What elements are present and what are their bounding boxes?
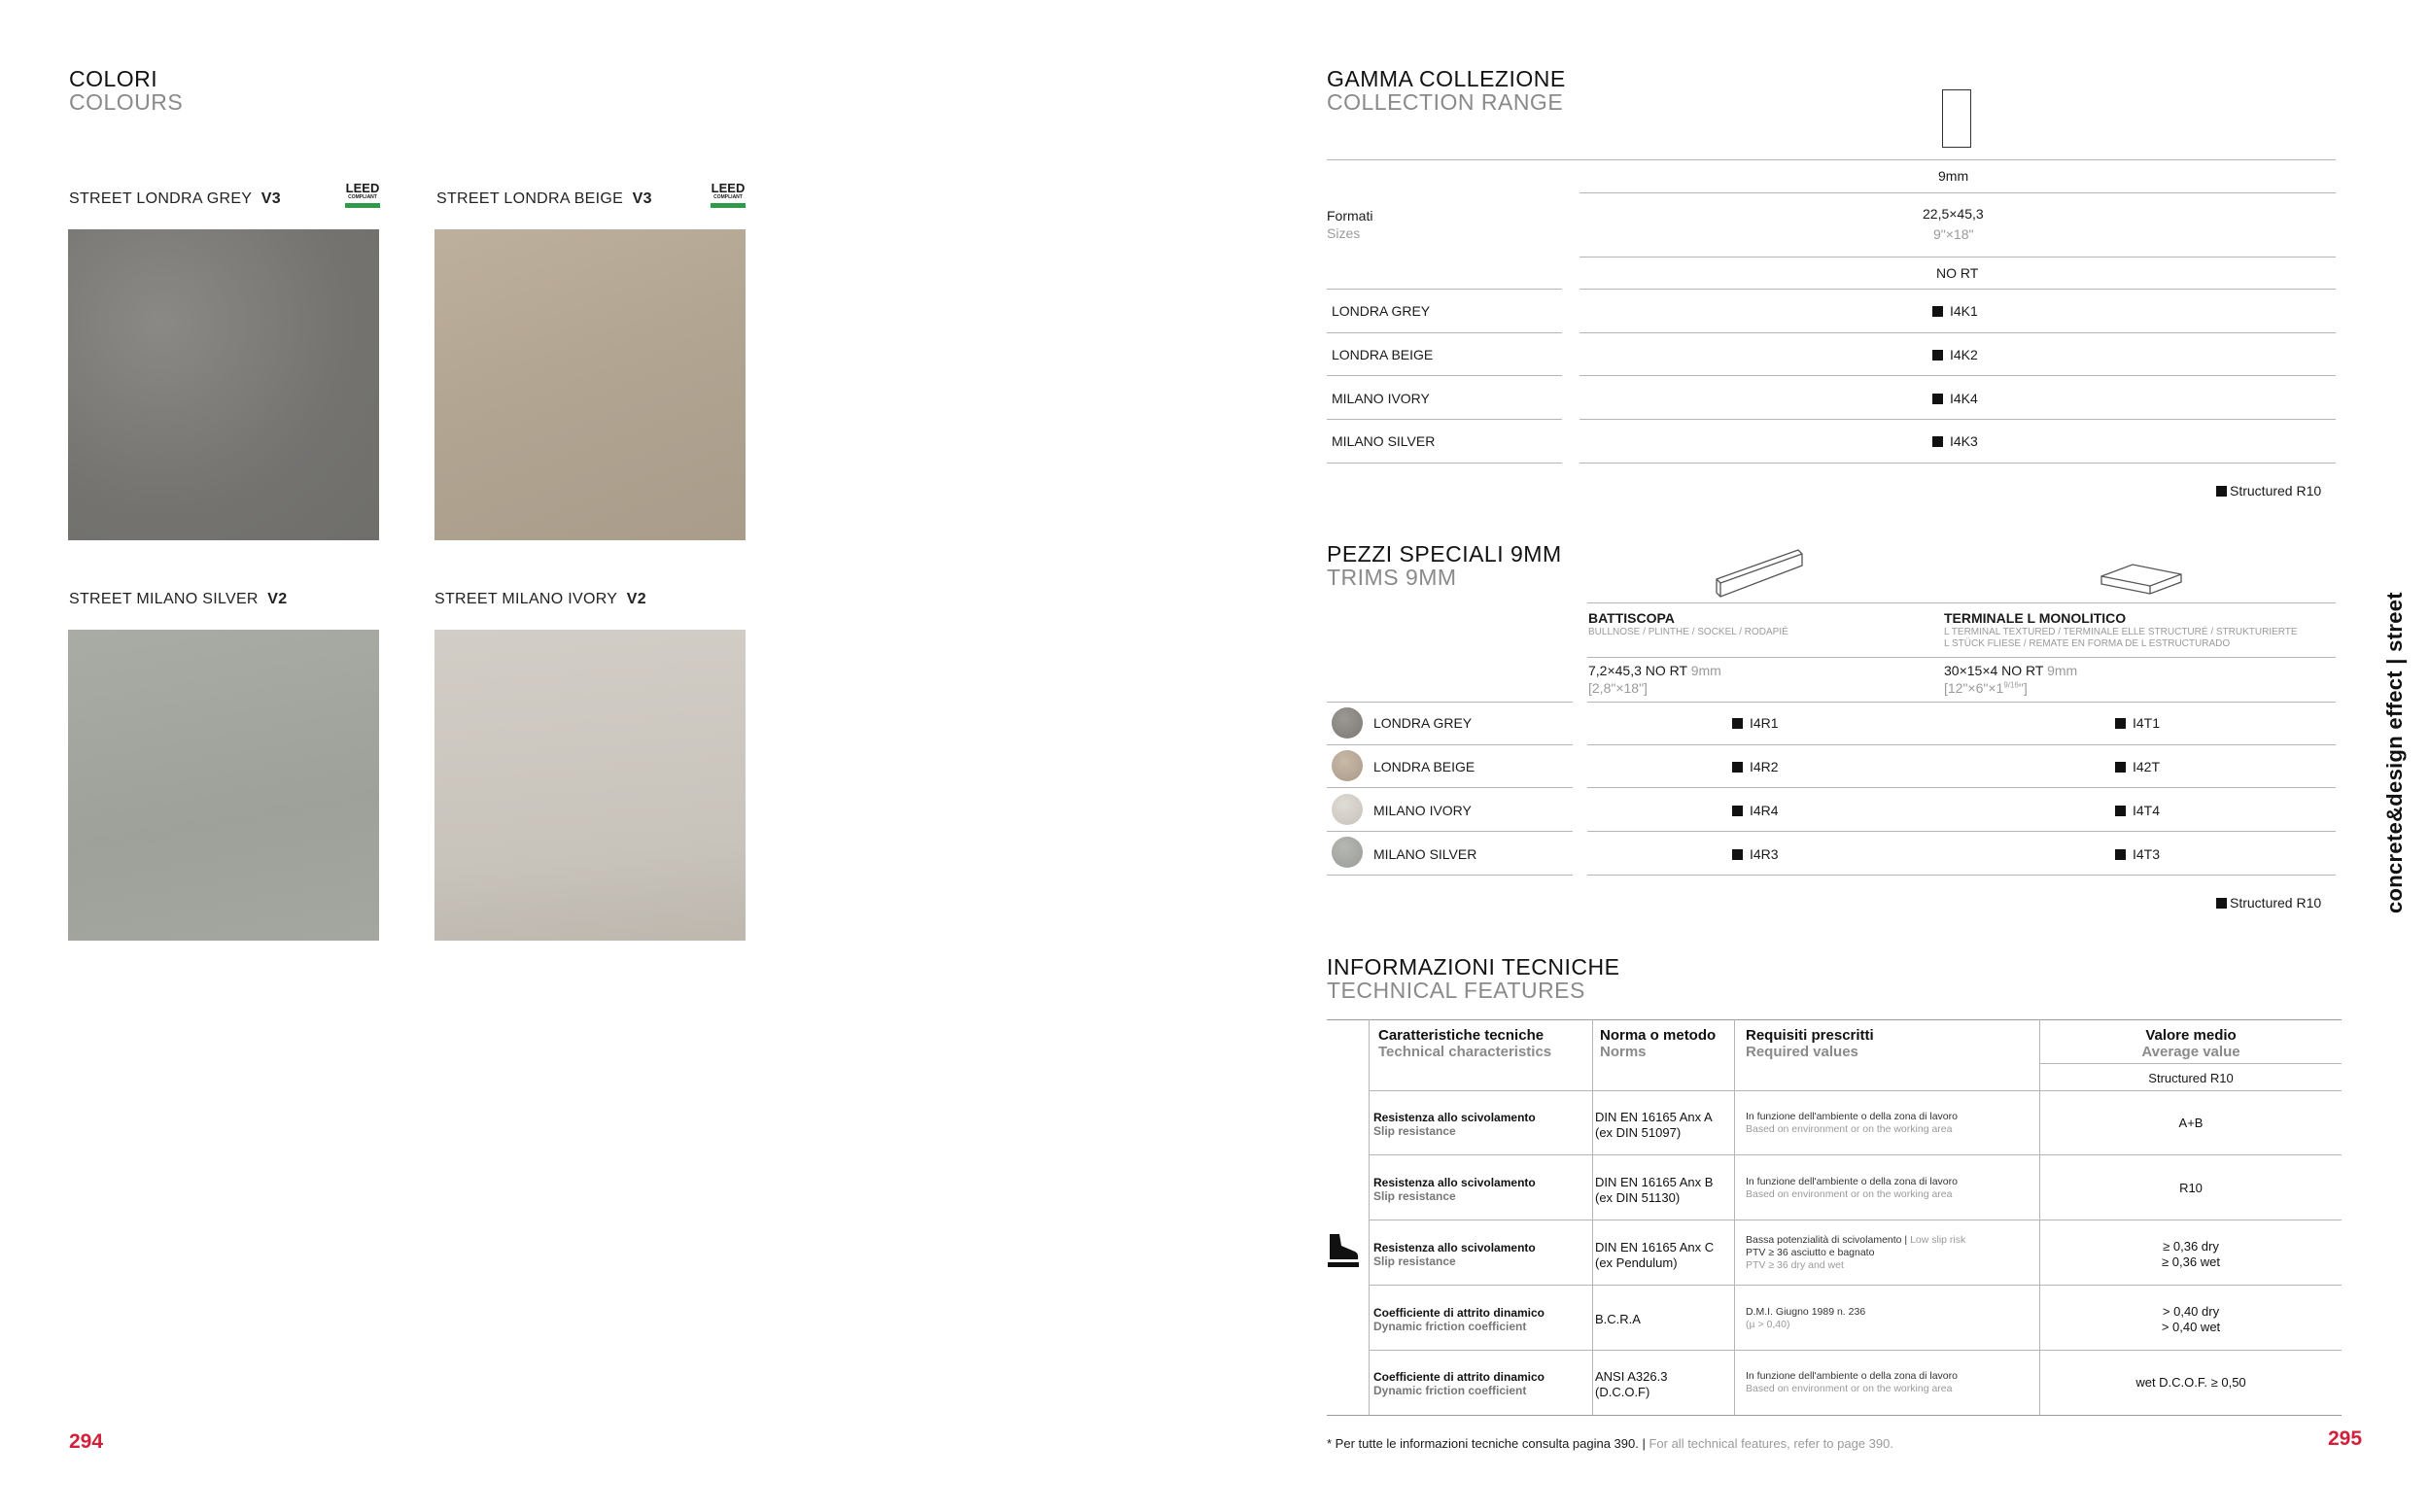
l-terminal-icon (2098, 559, 2185, 602)
color-dot-londra-grey (1332, 707, 1363, 739)
tech-row-value: > 0,40 dry > 0,40 wet (2161, 1304, 2221, 1334)
color-dot-milano-silver (1332, 837, 1363, 868)
tech-row-char: Resistenza allo scivolamento Slip resistance (1373, 1241, 1536, 1268)
tech-row-norm: ANSI A326.3 (D.C.O.F) (1595, 1369, 1668, 1399)
trim-bullnose-inch: [2,8"×18"] (1588, 680, 1648, 696)
sizes-label-en: Sizes (1327, 225, 1361, 241)
trim-terminal-sub2: L STÜCK FLIESE / REMATE EN FORMA DE L ESTRUCTURADO (1944, 638, 2231, 649)
th-norms: Norma o metodo Norms (1600, 1027, 1717, 1060)
color-dot-milano-ivory (1332, 794, 1363, 825)
tech-row-req: D.M.I. Giugno 1989 n. 236 (µ > 0,40) (1746, 1306, 1866, 1330)
range-finish: NO RT (1936, 265, 1979, 281)
th-required: Requisiti prescritti Required values (1746, 1027, 1874, 1060)
tech-row-char: Resistenza allo scivolamento Slip resistance (1373, 1111, 1536, 1138)
trim-row-code-terminal: I42T (2115, 759, 2160, 774)
swatch-image-londra-beige (434, 229, 746, 540)
trim-terminal-name: TERMINALE L MONOLITICO (1944, 610, 2127, 626)
sizes-label: Formati (1327, 208, 1373, 223)
trim-row-name: MILANO SILVER (1373, 846, 1477, 862)
swatch-label-milano-silver: STREET MILANO SILVER V2 (69, 591, 288, 607)
trim-row-name: LONDRA GREY (1373, 715, 1473, 731)
trim-terminal-sub1: L TERMINAL TEXTURED / TERMINALE ELLE STRUCTURÉ / STRUKTURIERTE (1944, 627, 2298, 637)
trim-row-code-terminal: I4T4 (2115, 803, 2160, 818)
range-row-code: I4K4 (1932, 391, 1978, 406)
tech-row-value: A+B (2178, 1116, 2204, 1130)
tech-row-norm: DIN EN 16165 Anx C (ex Pendulum) (1595, 1240, 1715, 1270)
th-characteristics: Caratteristiche tecniche Technical characteristics (1378, 1027, 1552, 1060)
tech-row-norm: DIN EN 16165 Anx B (ex DIN 51130) (1595, 1175, 1714, 1205)
trims-legend: Structured R10 (2216, 895, 2321, 911)
range-row-code: I4K2 (1932, 347, 1978, 362)
colours-title: COLORI (69, 66, 158, 91)
range-row-name: LONDRA BEIGE (1332, 347, 1434, 362)
trim-row-code-bullnose: I4R3 (1732, 846, 1779, 862)
section-side-label: concrete&design effect | street (2382, 592, 2407, 913)
tech-row-char: Coefficiente di attrito dinamico Dynamic friction coefficient (1373, 1370, 1545, 1397)
page-number-left: 294 (69, 1430, 104, 1453)
tech-title: INFORMAZIONI TECNICHE (1327, 954, 1620, 979)
tech-footnote: * Per tutte le informazioni tecniche consulta pagina 390. | For all technical features, refer to page 390. (1327, 1436, 1893, 1451)
colours-subtitle: COLOURS (69, 89, 184, 115)
tile-format-icon (1942, 89, 1971, 148)
tech-row-req: Bassa potenzialità di scivolamento | Low slip risk PTV ≥ 36 asciutto e bagnato PTV ≥ 36 dry and wet (1746, 1234, 1966, 1271)
tech-row-norm: DIN EN 16165 Anx A (ex DIN 51097) (1595, 1110, 1713, 1140)
tech-row-req: In funzione dell'ambiente o della zona di lavoro Based on environment or on the working area (1746, 1370, 1958, 1394)
range-subtitle: COLLECTION RANGE (1327, 89, 1564, 115)
tech-subtitle: TECHNICAL FEATURES (1327, 978, 1585, 1003)
trim-row-code-bullnose: I4R4 (1732, 803, 1779, 818)
range-size-inch: 9"×18" (1933, 226, 1974, 242)
range-size: 22,5×45,3 (1923, 206, 1984, 222)
trim-row-name: LONDRA BEIGE (1373, 759, 1475, 774)
trim-terminal-size: 30×15×4 NO RT 9mm (1944, 663, 2078, 678)
trim-bullnose-size: 7,2×45,3 NO RT 9mm (1588, 663, 1721, 678)
trim-row-code-bullnose: I4R1 (1732, 715, 1779, 731)
swatch-label-londra-beige: STREET LONDRA BEIGE V3 (436, 190, 652, 207)
tech-row-value: ≥ 0,36 dry ≥ 0,36 wet (2162, 1239, 2220, 1269)
swatch-label-milano-ivory: STREET MILANO IVORY V2 (434, 591, 646, 607)
trim-terminal-inch: $[12"\times 6"\times 1^{9/16}"]$ (1944, 680, 2028, 696)
slip-shoe-icon (1326, 1232, 1361, 1271)
range-row-name: LONDRA GREY (1332, 303, 1431, 319)
tech-row-value: wet D.C.O.F. ≥ 0,50 (2135, 1375, 2246, 1390)
range-title: GAMMA COLLEZIONE (1327, 66, 1566, 91)
tech-row-req: In funzione dell'ambiente o della zona di lavoro Based on environment or on the working area (1746, 1176, 1958, 1200)
swatch-image-londra-grey (68, 229, 379, 540)
page-number-right: 295 (2328, 1427, 2363, 1450)
trim-bullnose-name: BATTISCOPA (1588, 610, 1675, 626)
range-row-name: MILANO IVORY (1332, 391, 1430, 406)
trim-row-code-terminal: I4T3 (2115, 846, 2160, 862)
color-dot-londra-beige (1332, 750, 1363, 781)
leed-badge: LEED COMPLIANT (345, 183, 380, 208)
tech-row-char: Resistenza allo scivolamento Slip resistance (1373, 1176, 1536, 1203)
range-row-code: I4K1 (1932, 303, 1978, 319)
range-legend: Structured R10 (2216, 483, 2321, 498)
tech-row-req: In funzione dell'ambiente o della zona di lavoro Based on environment or on the working area (1746, 1111, 1958, 1135)
th-average: Valore medio Average value (2141, 1027, 2240, 1060)
range-thickness: 9mm (1938, 168, 1969, 184)
th-average-finish: Structured R10 (2148, 1071, 2234, 1085)
trim-row-code-terminal: I4T1 (2115, 715, 2160, 731)
trim-bullnose-sub: BULLNOSE / PLINTHE / SOCKEL / RODAPIÉ (1588, 627, 1788, 637)
range-row-name: MILANO SILVER (1332, 433, 1436, 449)
trim-row-code-bullnose: I4R2 (1732, 759, 1779, 774)
leed-badge: LEED COMPLIANT (711, 183, 746, 208)
tech-row-value: R10 (2179, 1181, 2203, 1195)
trims-title: PEZZI SPECIALI 9MM (1327, 541, 1562, 567)
trims-subtitle: TRIMS 9MM (1327, 565, 1457, 590)
tech-row-char: Coefficiente di attrito dinamico Dynamic friction coefficient (1373, 1306, 1545, 1333)
tech-row-norm: B.C.R.A (1595, 1312, 1641, 1326)
bullnose-icon (1711, 544, 1808, 602)
swatch-label-londra-grey: STREET LONDRA GREY V3 (69, 190, 281, 207)
range-row-code: I4K3 (1932, 433, 1978, 449)
swatch-image-milano-ivory (434, 630, 746, 941)
trim-row-name: MILANO IVORY (1373, 803, 1472, 818)
swatch-image-milano-silver (68, 630, 379, 941)
